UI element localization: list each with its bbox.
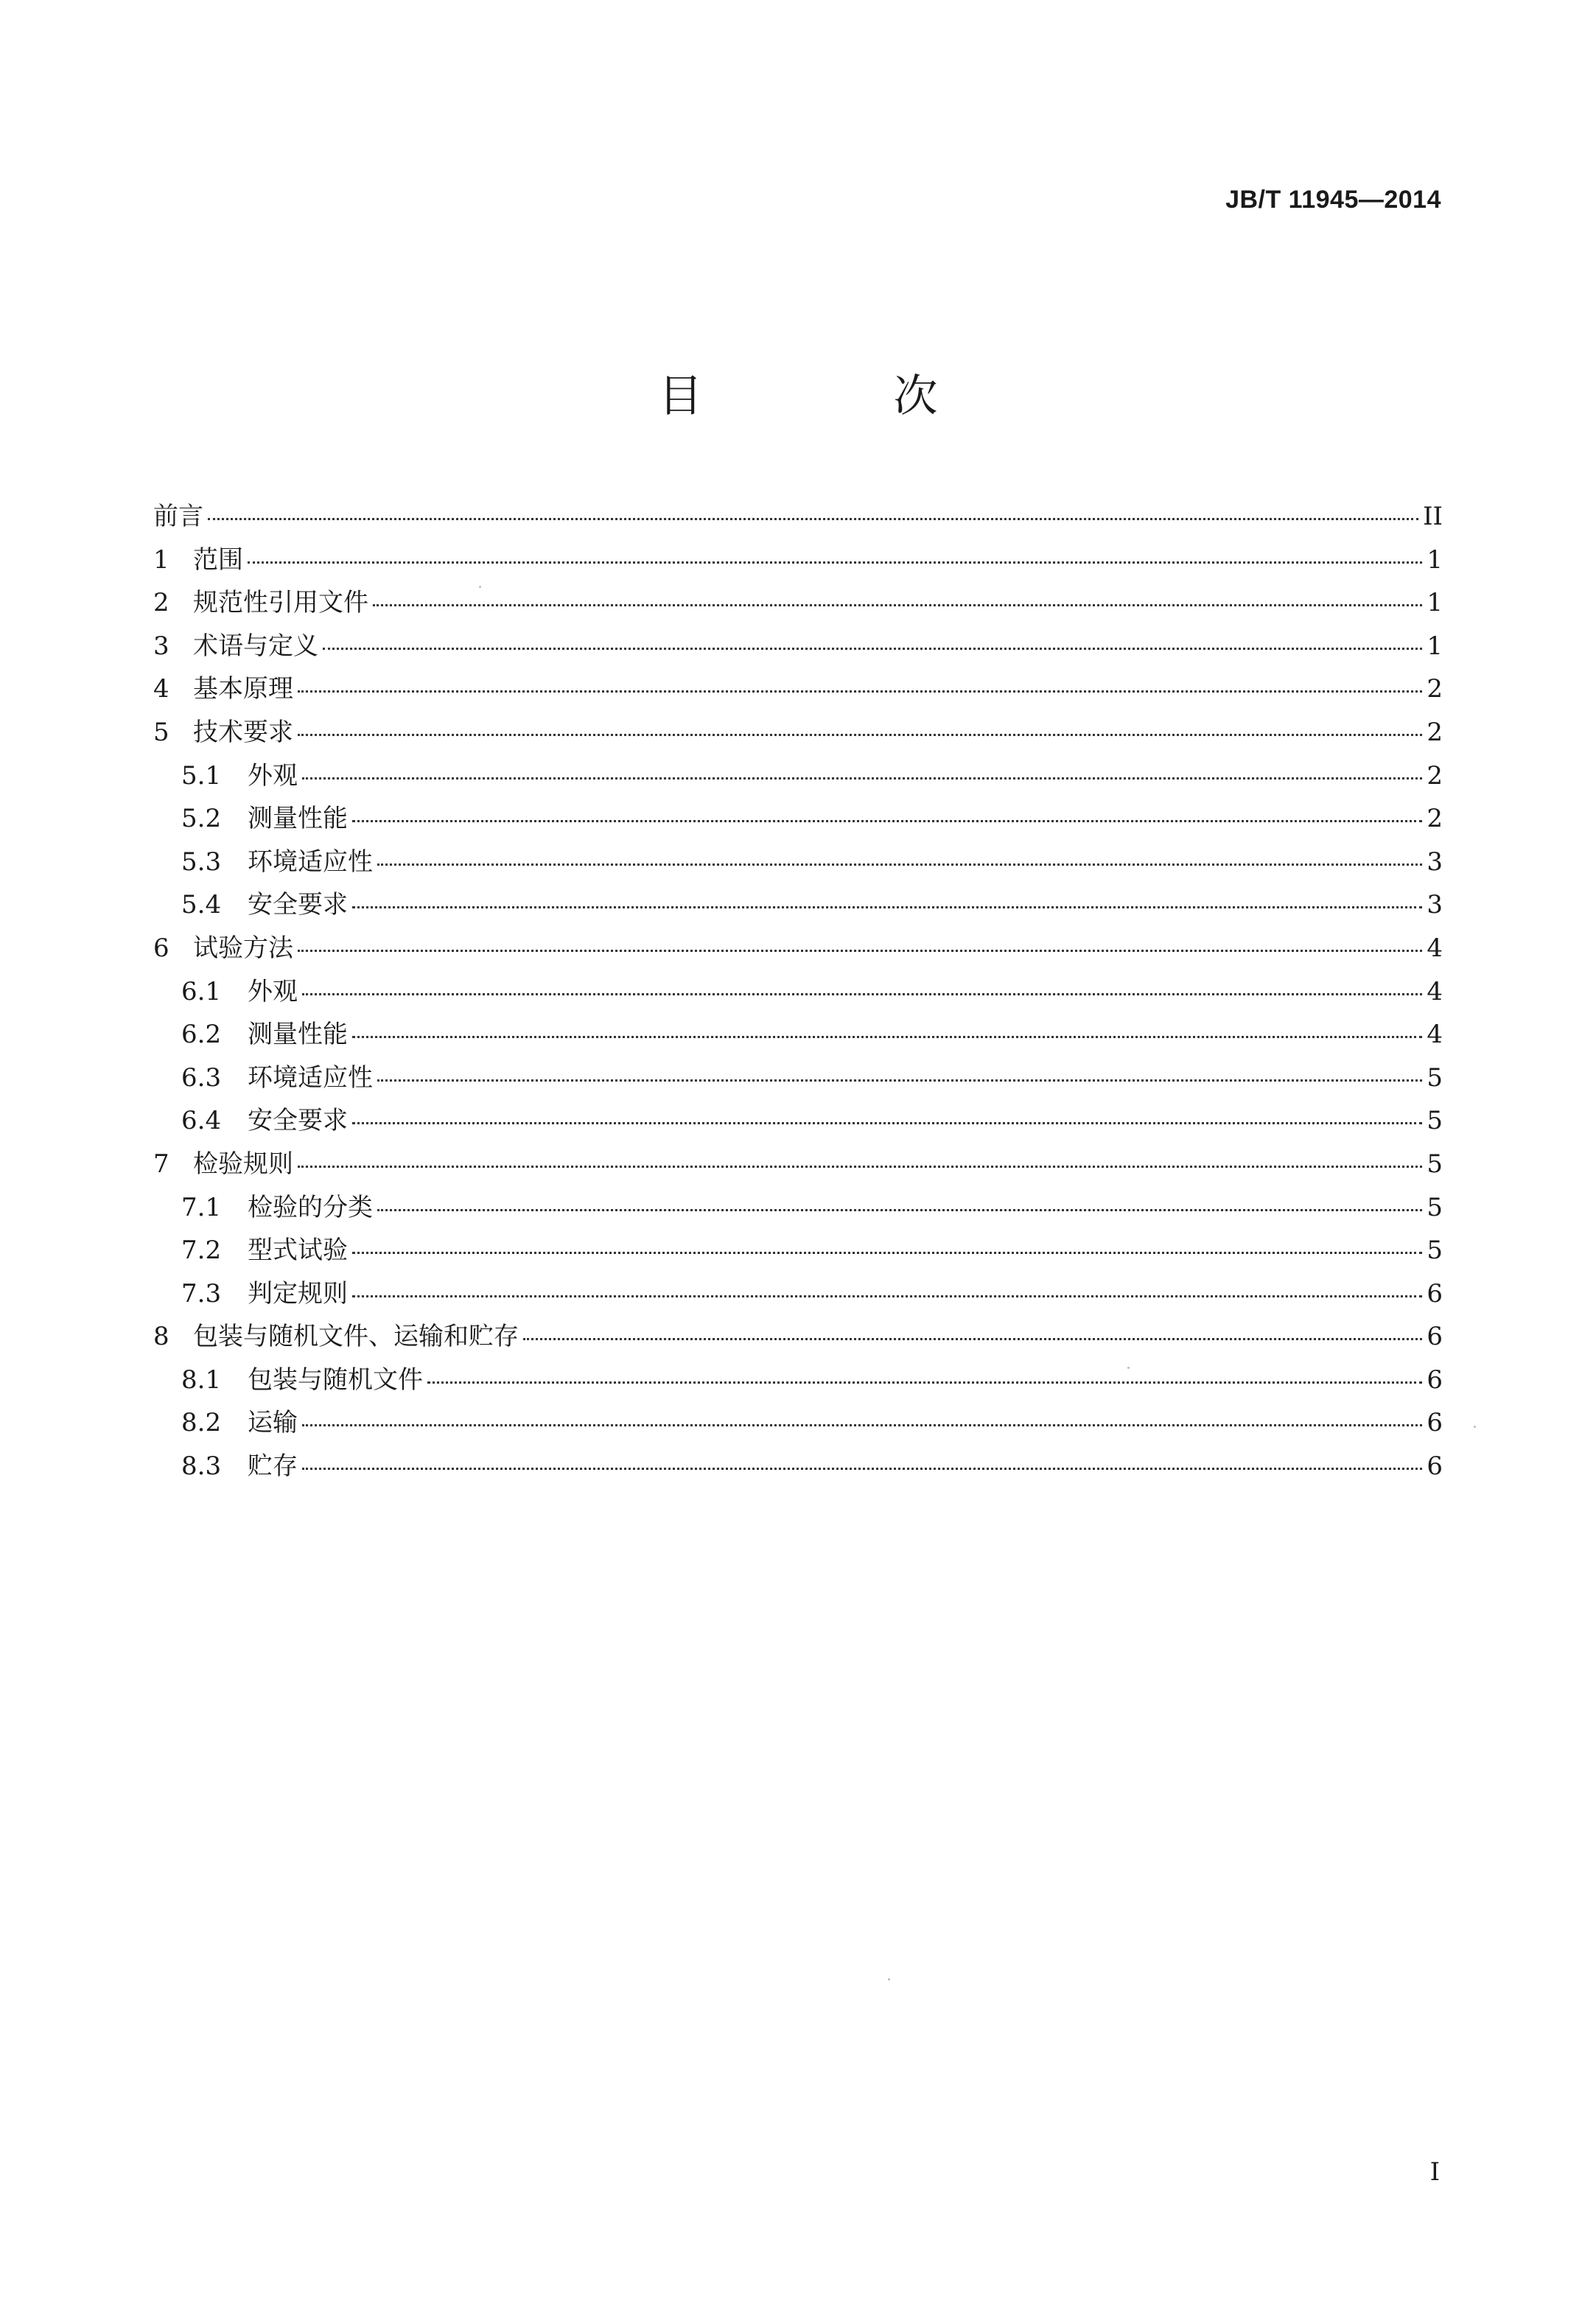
dot-leader (323, 648, 1422, 650)
toc-entry-7-3[interactable] (153, 1272, 1443, 1316)
toc-entry-page: 5 (1427, 1192, 1443, 1222)
toc-entry-label: 环境适应性 (248, 1062, 373, 1093)
toc-entry-page: 4 (1427, 1020, 1443, 1050)
toc-entry-label: 判定规则 (248, 1278, 348, 1309)
toc-entry-page: 5 (1427, 1106, 1443, 1136)
toc-entry-page: 5 (1427, 1236, 1443, 1266)
toc-entry-label: 测量性能 (248, 804, 348, 834)
dot-leader (427, 1381, 1422, 1384)
toc-entry-5-4[interactable] (153, 883, 1443, 927)
toc-entry-number: 5.3 (181, 847, 222, 877)
toc-entry-number: 6.3 (181, 1062, 222, 1093)
toc-entry-number: 5.4 (181, 890, 222, 920)
toc-entry-page: II (1423, 502, 1443, 531)
dot-leader (377, 1209, 1422, 1211)
toc-entry-number: 8.2 (181, 1408, 222, 1438)
toc-entry-8[interactable] (153, 1315, 1443, 1359)
toc-entry-6[interactable] (153, 927, 1443, 970)
toc-entry-number: 7.3 (181, 1278, 222, 1309)
toc-entry-number: 6.2 (181, 1020, 222, 1050)
dot-leader (302, 993, 1422, 995)
toc-entry-7[interactable] (153, 1143, 1443, 1186)
toc-entry-page: 1 (1427, 588, 1443, 618)
toc-entry-6-3[interactable] (153, 1057, 1443, 1100)
toc-entry-label: 检验规则 (193, 1149, 293, 1179)
toc-entry-label: 包装与随机文件、运输和贮存 (193, 1322, 519, 1352)
toc-entry-number: 7 (153, 1149, 169, 1179)
document-number: JB/T 11945—2014 (1225, 186, 1441, 214)
page-title: 目 次 (658, 371, 1026, 422)
toc-entry-7-2[interactable] (153, 1229, 1443, 1272)
dot-leader (352, 1295, 1422, 1297)
dot-leader (298, 734, 1422, 736)
toc-entry-page: 5 (1427, 1062, 1443, 1093)
toc-entry-6-4[interactable] (153, 1099, 1443, 1143)
dot-leader (298, 690, 1422, 693)
dot-leader (352, 1122, 1422, 1124)
toc-entry-label: 外观 (248, 976, 298, 1006)
dot-leader (298, 1166, 1422, 1168)
dot-leader (302, 1424, 1422, 1426)
dot-leader (523, 1338, 1422, 1340)
toc-entry-number: 5 (153, 717, 169, 747)
toc-entry-label: 基本原理 (193, 674, 293, 704)
toc-entry-page: 2 (1427, 717, 1443, 747)
toc-entry-3[interactable] (153, 625, 1443, 668)
toc-entry-5-1[interactable] (153, 754, 1443, 798)
dot-leader (302, 1468, 1422, 1470)
toc-entry-page: 4 (1427, 933, 1443, 963)
toc-entry-page: 6 (1427, 1365, 1443, 1395)
toc-entry-8-3[interactable] (153, 1445, 1443, 1488)
scan-speck (1127, 1367, 1130, 1369)
toc-entry-label: 环境适应性 (248, 847, 373, 877)
toc-entry-6-2[interactable] (153, 1013, 1443, 1057)
scan-speck (479, 586, 481, 588)
toc-entry-1[interactable] (153, 539, 1443, 582)
toc-entry-page: 6 (1427, 1451, 1443, 1482)
dot-leader (377, 1079, 1422, 1082)
dot-leader (248, 561, 1422, 564)
dot-leader (302, 777, 1422, 780)
dot-leader (377, 864, 1422, 866)
toc-entry-page: 2 (1427, 804, 1443, 834)
toc-entry-number: 7.1 (181, 1192, 222, 1222)
toc-entry-page: 3 (1427, 847, 1443, 877)
toc-entry-label: 贮存 (248, 1451, 298, 1482)
toc-entry-6-1[interactable] (153, 970, 1443, 1014)
dot-leader (352, 1252, 1422, 1254)
toc-entry-5-3[interactable] (153, 841, 1443, 884)
toc-entry-number: 1 (153, 544, 169, 575)
dot-leader (352, 906, 1422, 908)
toc-entry-label: 规范性引用文件 (193, 588, 368, 618)
table-of-contents (153, 495, 1443, 1488)
toc-entry-label: 检验的分类 (248, 1192, 373, 1222)
scan-speck (888, 1978, 890, 1980)
toc-entry-number: 6 (153, 933, 169, 963)
toc-entry-label: 术语与定义 (193, 631, 318, 661)
toc-entry-page: 1 (1427, 544, 1443, 575)
toc-entry-label: 试验方法 (193, 933, 293, 963)
toc-entry-number: 4 (153, 674, 169, 704)
toc-entry-number: 6.1 (181, 976, 222, 1006)
toc-entry-label: 测量性能 (248, 1020, 348, 1050)
toc-entry-label: 安全要求 (248, 890, 348, 920)
toc-entry-page: 6 (1427, 1322, 1443, 1352)
dot-leader (352, 820, 1422, 822)
toc-entry-label: 技术要求 (193, 717, 293, 747)
toc-entry-label: 包装与随机文件 (248, 1365, 423, 1395)
toc-entry-number: 5.2 (181, 804, 222, 834)
scan-speck (1474, 1426, 1476, 1428)
toc-entry-5-2[interactable] (153, 797, 1443, 841)
toc-entry-8-2[interactable] (153, 1401, 1443, 1445)
toc-entry-number: 7.2 (181, 1236, 222, 1266)
toc-entry-label: 型式试验 (248, 1236, 348, 1266)
toc-entry-label: 安全要求 (248, 1106, 348, 1136)
toc-entry-number: 8.1 (181, 1365, 222, 1395)
toc-entry-page: 1 (1427, 631, 1443, 661)
dot-leader (373, 604, 1422, 606)
toc-entry-label: 外观 (248, 760, 298, 791)
dot-leader (208, 518, 1418, 520)
toc-entry-preface[interactable] (153, 495, 1443, 539)
toc-entry-number: 6.4 (181, 1106, 222, 1136)
dot-leader (352, 1036, 1422, 1038)
toc-entry-number: 8 (153, 1322, 169, 1352)
toc-entry-page: 2 (1427, 674, 1443, 704)
toc-entry-7-1[interactable] (153, 1186, 1443, 1230)
toc-entry-number: 8.3 (181, 1451, 222, 1482)
toc-entry-number: 3 (153, 631, 169, 661)
toc-entry-page: 3 (1427, 890, 1443, 920)
toc-entry-label: 范围 (193, 544, 243, 575)
toc-entry-page: 6 (1427, 1278, 1443, 1309)
toc-entry-page: 4 (1427, 976, 1443, 1006)
toc-entry-2[interactable] (153, 581, 1443, 625)
page-number: I (1429, 2157, 1440, 2187)
toc-entry-page: 2 (1427, 760, 1443, 791)
toc-entry-page: 6 (1427, 1408, 1443, 1438)
toc-entry-label: 前言 (153, 502, 203, 531)
toc-entry-number: 5.1 (181, 760, 222, 791)
toc-entry-number: 2 (153, 588, 169, 618)
toc-entry-5[interactable] (153, 711, 1443, 754)
toc-entry-8-1[interactable] (153, 1359, 1443, 1402)
toc-entry-4[interactable] (153, 668, 1443, 711)
toc-entry-label: 运输 (248, 1408, 298, 1438)
dot-leader (298, 950, 1422, 952)
toc-entry-page: 5 (1427, 1149, 1443, 1179)
